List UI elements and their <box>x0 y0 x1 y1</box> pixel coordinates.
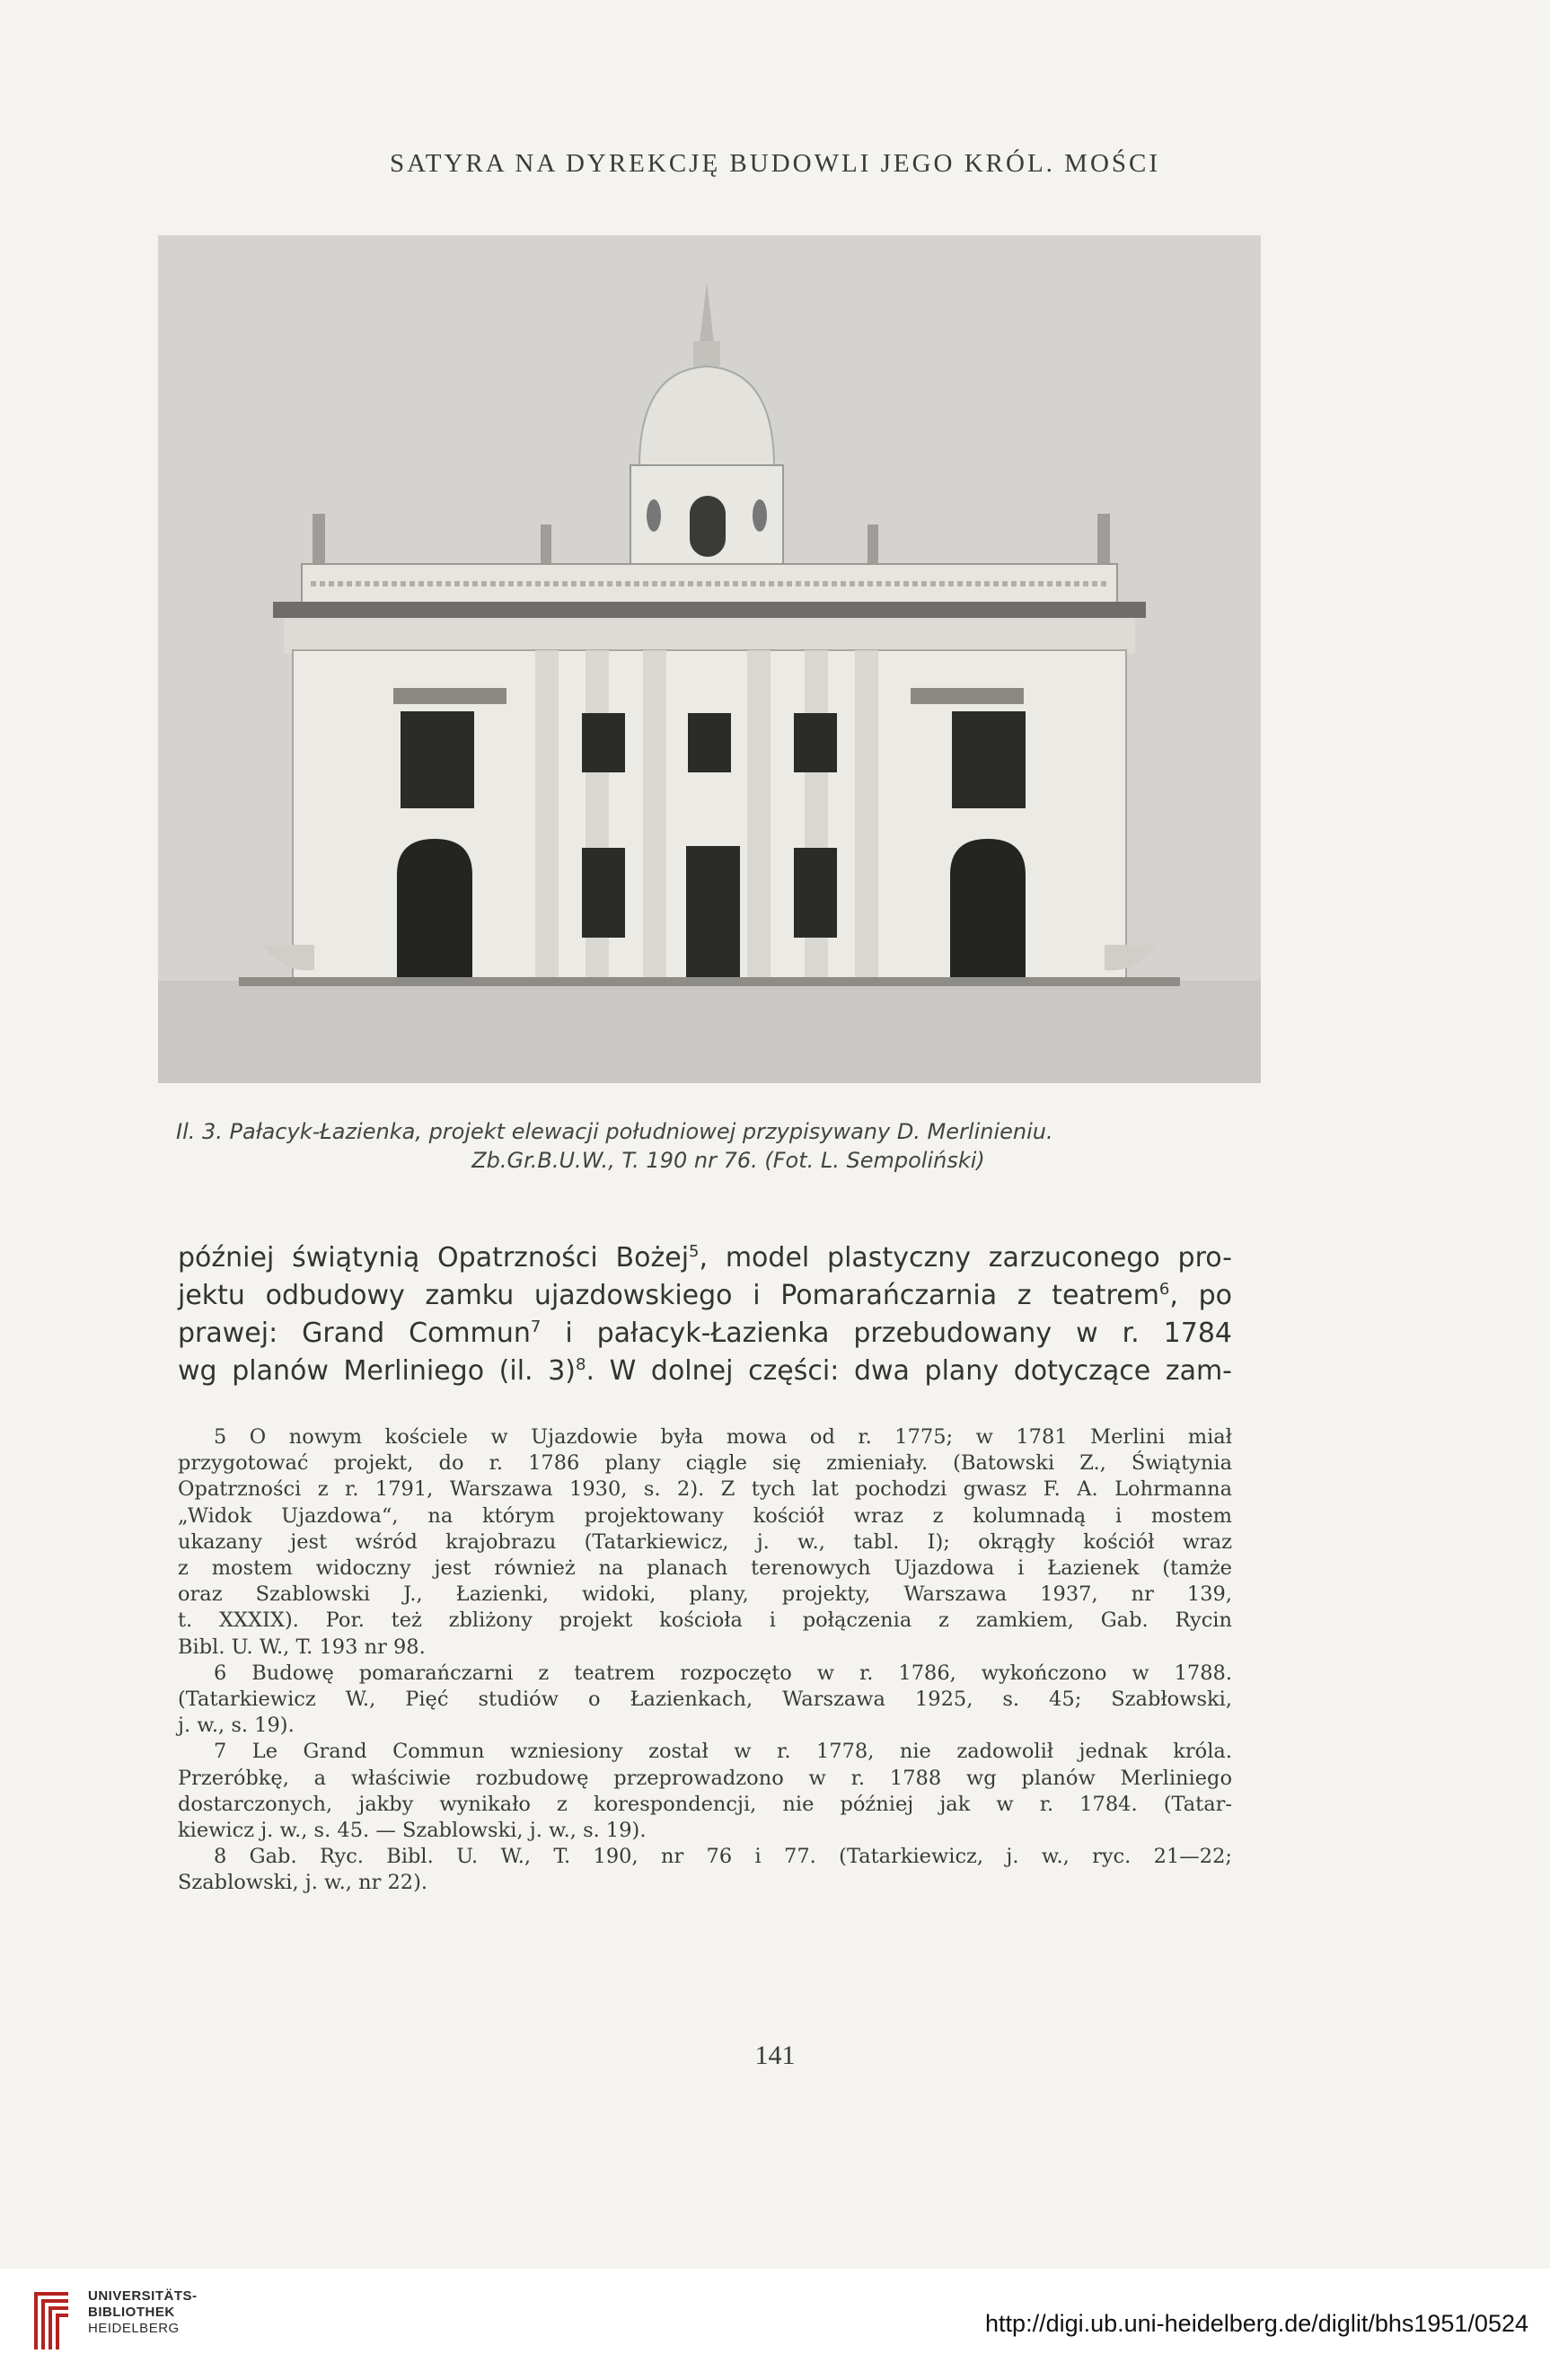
running-head: SATYRA NA DYREKCJĘ BUDOWLI JEGO KRÓL. MOŚCI <box>389 149 1161 178</box>
body-line-2-text: jektu odbudowy zamku ujazdowskiego i Pomarańczarnia z teatrem <box>178 1280 1159 1311</box>
library-logo-icon <box>32 2287 77 2353</box>
library-name-line-2: BIBLIOTHEK <box>88 2305 175 2320</box>
body-line-1-text: później świątynią Opatrzności Bożej <box>178 1242 690 1274</box>
footnote-ref-6: 6 <box>1158 1280 1170 1299</box>
caption-line-1: Il. 3. Pałacyk-Łazienka, projekt elewacji południowej przypisywany D. Merlinieniu. <box>176 1119 1053 1144</box>
footnote-6-line: 6 Budowę pomarańczarni z teatrem rozpoczęto w r. 1786, wykończono w 1788. <box>214 1661 1232 1685</box>
footnote-5-line: Bibl. U. W., T. 193 nr 98. <box>178 1635 426 1659</box>
footnote-8-line: Szablowski, j. w., nr 22). <box>178 1871 428 1895</box>
body-line-4-cont: . W dolnej części: dwa plany dotyczące zam- <box>586 1355 1232 1387</box>
body-line-4-text: wg planów Merliniego (il. 3) <box>178 1355 576 1387</box>
library-name-line-3: HEIDELBERG <box>88 2321 180 2336</box>
library-name-line-1: UNIVERSITÄTS- <box>88 2288 198 2304</box>
footnote-7-line: 7 Le Grand Commun wzniesiony został w r. 1778, nie zadowolił jednak króla. <box>214 1740 1232 1764</box>
footnote-ref-8: 8 <box>576 1355 586 1374</box>
body-line-2-cont: , po <box>1169 1280 1232 1311</box>
body-line-1 <box>178 1239 1232 1277</box>
footnote-7-line: dostarczonych, jakby wynikało z korespondencji, nie później jak w r. 1784. (Tatar- <box>178 1792 1232 1816</box>
footnote-6-line: (Tatarkiewicz W., Pięć studiów o Łazienkach, Warszawa 1925, s. 45; Szabłowski, <box>178 1688 1232 1712</box>
caption-line-2: Zb.Gr.B.U.W., T. 190 nr 76. (Fot. L. Sempoliński) <box>471 1148 985 1173</box>
footnote-5-line: oraz Szablowski J., Łazienki, widoki, plany, projekty, Warszawa 1937, nr 139, <box>178 1582 1232 1607</box>
figure-caption <box>176 1117 1281 1175</box>
footnotes <box>178 1424 1232 1897</box>
footnote-5-line: „Widok Ujazdowa“, na którym projektowany kościół wraz z kolumnadą i mostem <box>178 1503 1232 1528</box>
body-line-3-text: prawej: Grand Commun <box>178 1318 531 1349</box>
footnote-6-line: j. w., s. 19). <box>178 1714 295 1738</box>
footnote-5-line: t. XXXIX). Por. też zbliżony projekt kościoła i połączenia z zamkiem, Gab. Rycin <box>178 1609 1232 1633</box>
footer-bar <box>0 2269 1550 2380</box>
footnote-8-line: 8 Gab. Ryc. Bibl. U. W., T. 190, nr 76 i 77. (Tatarkiewicz, j. w., ryc. 21—22; <box>214 1845 1232 1869</box>
figure-plate-facade-drawing <box>158 235 1261 1083</box>
facade-elevation-image <box>158 235 1261 1083</box>
body-line-3 <box>178 1315 1232 1353</box>
page-number: 141 <box>754 2041 796 2070</box>
body-line-4 <box>178 1353 1232 1390</box>
footnote-ref-5: 5 <box>689 1242 700 1261</box>
footnote-7-line: kiewicz j. w., s. 45. — Szablowski, j. w., s. 19). <box>178 1819 647 1843</box>
footnote-5-line: Opatrzności z r. 1791, Warszawa 1930, s. 2). Z tych lat pochodzi gwasz F. A. Lohrmanna <box>178 1477 1232 1502</box>
footnote-7-line: Przeróbkę, a właściwie rozbudowę przeprowadzono w r. 1788 wg planów Merliniego <box>178 1766 1232 1790</box>
footnote-5-line: z mostem widoczny jest również na planach terenowych Ujazdowa i Łazienek (tamże <box>178 1556 1232 1581</box>
body-line-1-cont: , model plastyczny zarzuconego pro- <box>699 1242 1232 1274</box>
footnote-5-line: 5 O nowym kościele w Ujazdowie była mowa od r. 1775; w 1781 Merlini miał <box>214 1425 1232 1449</box>
body-line-3-cont: i pałacyk-Łazienka przebudowany w r. 1784 <box>541 1318 1232 1349</box>
library-name <box>88 2288 198 2337</box>
footnote-5-line: przygotować projekt, do r. 1786 plany ciągle się zmieniały. (Batowski Z., Świątynia <box>178 1451 1232 1476</box>
source-url-link[interactable]: http://digi.ub.uni-heidelberg.de/diglit/bhs1951/0524 <box>985 2310 1528 2337</box>
footnote-5-line: ukazany jest wśród krajobrazu (Tatarkiewicz, j. w., tabl. I); okrągły kościół wraz <box>178 1529 1232 1554</box>
footnote-ref-7: 7 <box>530 1318 542 1336</box>
body-paragraph <box>178 1239 1232 1390</box>
body-line-2 <box>178 1277 1232 1315</box>
